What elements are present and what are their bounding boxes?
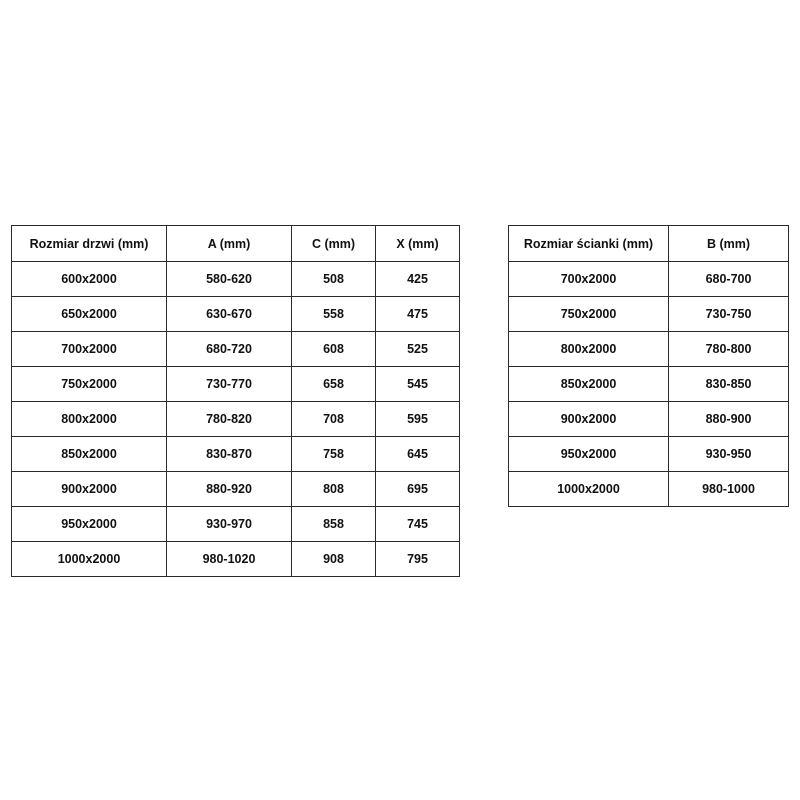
cell-size: 750x2000 [12, 367, 167, 402]
table-row [509, 437, 789, 472]
cell-c: 658 [292, 367, 376, 402]
cell-b: 930-950 [669, 437, 789, 472]
cell-size: 800x2000 [12, 402, 167, 437]
cell-c: 858 [292, 507, 376, 542]
cell-a: 880-920 [167, 472, 292, 507]
table-row [509, 472, 789, 507]
cell-size: 750x2000 [509, 297, 669, 332]
table-header-row [509, 226, 789, 262]
cell-size: 950x2000 [509, 437, 669, 472]
table-row [509, 332, 789, 367]
cell-a: 580-620 [167, 262, 292, 297]
cell-size: 900x2000 [509, 402, 669, 437]
walls-table-body [509, 262, 789, 507]
table-row [12, 542, 460, 577]
table-row [12, 332, 460, 367]
cell-a: 680-720 [167, 332, 292, 367]
cell-b: 980-1000 [669, 472, 789, 507]
cell-c: 708 [292, 402, 376, 437]
cell-x: 545 [376, 367, 460, 402]
walls-table-header [509, 226, 789, 262]
cell-size: 700x2000 [509, 262, 669, 297]
cell-a: 830-870 [167, 437, 292, 472]
doors-size-table-container [11, 225, 460, 577]
cell-x: 745 [376, 507, 460, 542]
cell-size: 850x2000 [12, 437, 167, 472]
cell-x: 475 [376, 297, 460, 332]
doors-header-c: C (mm) [292, 226, 376, 262]
table-row [12, 472, 460, 507]
table-row [509, 367, 789, 402]
doors-size-table [11, 225, 460, 577]
table-row [12, 402, 460, 437]
cell-a: 930-970 [167, 507, 292, 542]
walls-size-table [508, 225, 789, 507]
cell-x: 695 [376, 472, 460, 507]
cell-c: 908 [292, 542, 376, 577]
cell-size: 800x2000 [509, 332, 669, 367]
cell-size: 700x2000 [12, 332, 167, 367]
table-row [12, 507, 460, 542]
walls-header-b: B (mm) [669, 226, 789, 262]
cell-x: 795 [376, 542, 460, 577]
cell-a: 780-820 [167, 402, 292, 437]
doors-header-size: Rozmiar drzwi (mm) [12, 226, 167, 262]
cell-b: 680-700 [669, 262, 789, 297]
cell-size: 850x2000 [509, 367, 669, 402]
table-row [509, 402, 789, 437]
cell-b: 880-900 [669, 402, 789, 437]
cell-a: 980-1020 [167, 542, 292, 577]
cell-x: 595 [376, 402, 460, 437]
table-row [12, 367, 460, 402]
table-header-row [12, 226, 460, 262]
table-row [509, 297, 789, 332]
cell-c: 558 [292, 297, 376, 332]
cell-size: 650x2000 [12, 297, 167, 332]
cell-size: 1000x2000 [12, 542, 167, 577]
cell-a: 630-670 [167, 297, 292, 332]
doors-table-header [12, 226, 460, 262]
doors-table-body [12, 262, 460, 577]
table-row [509, 262, 789, 297]
table-row [12, 262, 460, 297]
cell-b: 830-850 [669, 367, 789, 402]
cell-c: 808 [292, 472, 376, 507]
cell-b: 730-750 [669, 297, 789, 332]
cell-x: 645 [376, 437, 460, 472]
doors-header-a: A (mm) [167, 226, 292, 262]
cell-size: 1000x2000 [509, 472, 669, 507]
cell-c: 508 [292, 262, 376, 297]
cell-size: 900x2000 [12, 472, 167, 507]
walls-size-table-container [508, 225, 789, 507]
cell-c: 608 [292, 332, 376, 367]
cell-x: 525 [376, 332, 460, 367]
table-row [12, 297, 460, 332]
cell-size: 600x2000 [12, 262, 167, 297]
cell-a: 730-770 [167, 367, 292, 402]
table-row [12, 437, 460, 472]
doors-header-x: X (mm) [376, 226, 460, 262]
cell-b: 780-800 [669, 332, 789, 367]
cell-size: 950x2000 [12, 507, 167, 542]
cell-c: 758 [292, 437, 376, 472]
walls-header-size: Rozmiar ścianki (mm) [509, 226, 669, 262]
cell-x: 425 [376, 262, 460, 297]
